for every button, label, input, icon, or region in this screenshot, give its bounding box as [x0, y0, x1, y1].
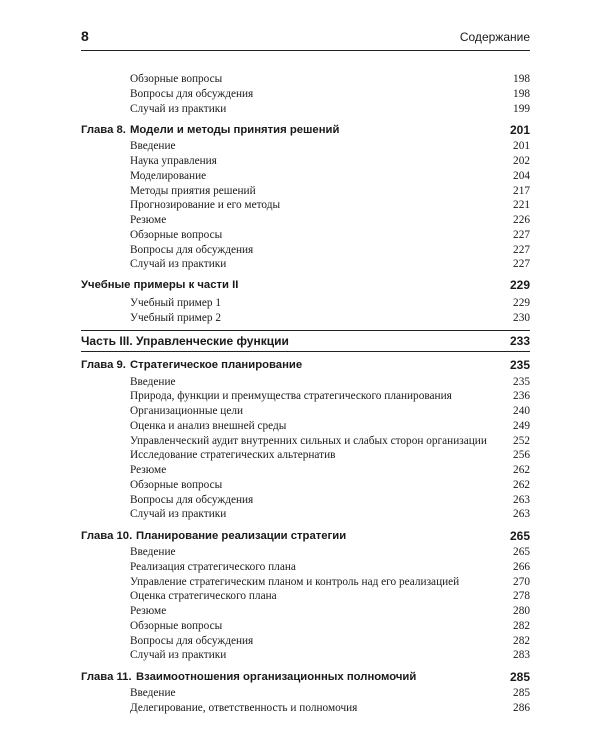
entry-page: 221 [513, 199, 530, 212]
toc-entry[interactable] [81, 154, 530, 169]
chapter-label: Глава 10. [81, 529, 133, 542]
entry-title: Случай из практики [130, 258, 227, 271]
toc-entry[interactable] [81, 434, 530, 449]
chapter-heading-8[interactable] [81, 123, 530, 137]
entry-page: 282 [513, 619, 530, 632]
entry-title: Обзорные вопросы [130, 478, 223, 491]
entry-title: Методы приятия решений [130, 184, 256, 197]
entry-page: 270 [513, 575, 530, 588]
chapter-title: Взаимоотношения организационных полномочий [136, 670, 417, 683]
toc-entry[interactable] [81, 463, 530, 478]
entry-page: 285 [513, 687, 530, 699]
chapter-page: 235 [509, 358, 530, 372]
entry-title: Введение [130, 375, 176, 388]
entry-page: 265 [513, 546, 530, 558]
toc-entry[interactable] [81, 198, 530, 213]
entry-page: 240 [513, 405, 530, 417]
entry-title: Случай из практики [130, 102, 227, 115]
toc-entry[interactable] [81, 404, 530, 419]
entry-title: Оценка стратегического плана [130, 590, 277, 603]
entry-title: Учебный пример 2 [130, 311, 221, 324]
toc-entry[interactable] [81, 619, 530, 634]
entry-page: 199 [513, 102, 530, 115]
toc-entry[interactable] [81, 686, 530, 701]
entry-page: 266 [513, 560, 530, 573]
entry-title: Введение [130, 546, 176, 558]
chapter-page: 285 [509, 669, 530, 684]
toc-entry[interactable] [81, 139, 530, 154]
chapter-heading-11[interactable] [81, 670, 530, 684]
entry-page: 204 [513, 169, 530, 182]
entry-page: 252 [513, 434, 530, 447]
entry-page: 229 [513, 297, 530, 309]
toc-entry[interactable] [81, 701, 530, 716]
toc-entry[interactable] [81, 560, 530, 575]
entry-page: 262 [513, 478, 530, 491]
entry-page: 262 [513, 464, 530, 476]
entry-title: Делегирование, ответственность и полномочия [130, 701, 358, 714]
toc-entry[interactable] [81, 72, 530, 87]
chapter-title: Стратегическое планирование [130, 359, 303, 371]
toc-entry[interactable] [81, 257, 530, 272]
entry-page: 280 [513, 605, 530, 617]
part-page: 233 [509, 333, 530, 348]
entry-title: Природа, функции и преимущества стратегического планирования [130, 390, 452, 403]
section-heading-examples[interactable] [81, 278, 530, 293]
toc-entry[interactable] [81, 648, 530, 663]
toc-entry[interactable] [81, 87, 530, 102]
entry-title: Реализация стратегического плана [130, 560, 296, 573]
entry-title: Случай из практики [130, 508, 227, 521]
part-heading-3[interactable] [81, 330, 530, 352]
entry-page: 217 [513, 184, 530, 197]
toc-entry[interactable] [81, 448, 530, 463]
entry-title: Управленческий аудит внутренних сильных и слабых сторон организации [130, 434, 487, 447]
page-number: 8 [81, 28, 89, 44]
entry-title: Учебный пример 1 [130, 297, 221, 309]
entry-page: 202 [513, 155, 530, 167]
entry-title: Моделирование [130, 169, 207, 182]
toc-entry[interactable] [81, 507, 530, 522]
chapter-label: Глава 9. [81, 359, 126, 371]
entry-title: Резюме [130, 214, 167, 226]
entry-title: Обзорные вопросы [130, 73, 223, 85]
toc-entry[interactable] [81, 102, 530, 117]
entry-page: 263 [513, 493, 530, 506]
entry-title: Оценка и анализ внешней среды [130, 419, 287, 432]
chapter-title: Планирование реализации стратегии [136, 529, 347, 542]
entry-page: 236 [513, 390, 530, 403]
entry-page: 263 [513, 508, 530, 521]
toc-entry[interactable] [81, 169, 530, 184]
entry-page: 283 [513, 649, 530, 662]
entry-title: Вопросы для обсуждения [130, 493, 254, 506]
toc-entry[interactable] [81, 419, 530, 434]
entry-page: 230 [513, 311, 530, 324]
toc-entry-group [81, 72, 530, 116]
entry-page: 201 [513, 140, 530, 153]
entry-title: Обзорные вопросы [130, 228, 223, 241]
entry-page: 198 [513, 73, 530, 85]
running-header [81, 26, 530, 51]
entry-title: Резюме [130, 464, 167, 476]
toc-entry[interactable] [81, 589, 530, 604]
toc-entry[interactable] [81, 243, 530, 258]
table-of-contents [81, 72, 530, 716]
entry-title: Организационные цели [130, 405, 244, 417]
entry-title: Наука управления [130, 155, 217, 167]
chapter-label: Глава 8. [81, 123, 126, 136]
chapter-title: Модели и методы принятия решений [130, 123, 340, 136]
entry-page: 227 [513, 258, 530, 271]
toc-entry[interactable] [81, 634, 530, 649]
running-title: Содержание [459, 30, 530, 44]
toc-entry[interactable] [81, 478, 530, 493]
entry-title: Прогнозирование и его методы [130, 199, 281, 212]
entry-title: Вопросы для обсуждения [130, 243, 254, 256]
entry-page: 227 [513, 228, 530, 241]
toc-entry[interactable] [81, 389, 530, 404]
entry-title: Вопросы для обсуждения [130, 634, 254, 647]
entry-title: Введение [130, 140, 176, 153]
section-page: 229 [509, 278, 530, 292]
entry-page: 198 [513, 87, 530, 100]
toc-entry[interactable] [81, 575, 530, 590]
entry-page: 249 [513, 419, 530, 432]
entry-title: Вопросы для обсуждения [130, 87, 254, 100]
entry-page: 226 [513, 214, 530, 226]
toc-entry[interactable] [81, 228, 530, 243]
section-title: Учебные примеры к части II [81, 279, 239, 291]
chapter-heading-9[interactable] [81, 358, 530, 372]
toc-entry[interactable] [81, 493, 530, 508]
toc-entry[interactable] [81, 375, 530, 390]
toc-entry[interactable] [81, 184, 530, 199]
entry-page: 286 [513, 701, 530, 714]
entry-page: 256 [513, 449, 530, 462]
toc-entry[interactable] [81, 213, 530, 228]
entry-page: 278 [513, 590, 530, 603]
entry-title: Введение [130, 687, 176, 699]
chapter-heading-10[interactable] [81, 529, 530, 543]
entry-title: Исследование стратегических альтернатив [130, 449, 336, 462]
entry-page: 282 [513, 634, 530, 647]
toc-entry[interactable] [81, 604, 530, 619]
entry-title: Резюме [130, 605, 167, 617]
entry-title: Обзорные вопросы [130, 619, 223, 632]
toc-entry[interactable] [81, 311, 530, 326]
toc-entry[interactable] [81, 545, 530, 560]
part-title: Часть III. Управленческие функции [81, 333, 289, 348]
entry-title: Управление стратегическим планом и контроль над его реализацией [130, 575, 460, 588]
chapter-page: 265 [509, 528, 530, 543]
entry-page: 227 [513, 243, 530, 256]
toc-entry[interactable] [81, 296, 530, 311]
entry-title: Случай из практики [130, 649, 227, 662]
chapter-label: Глава 11. [81, 670, 132, 683]
chapter-page: 201 [509, 122, 530, 137]
entry-page: 235 [513, 375, 530, 388]
